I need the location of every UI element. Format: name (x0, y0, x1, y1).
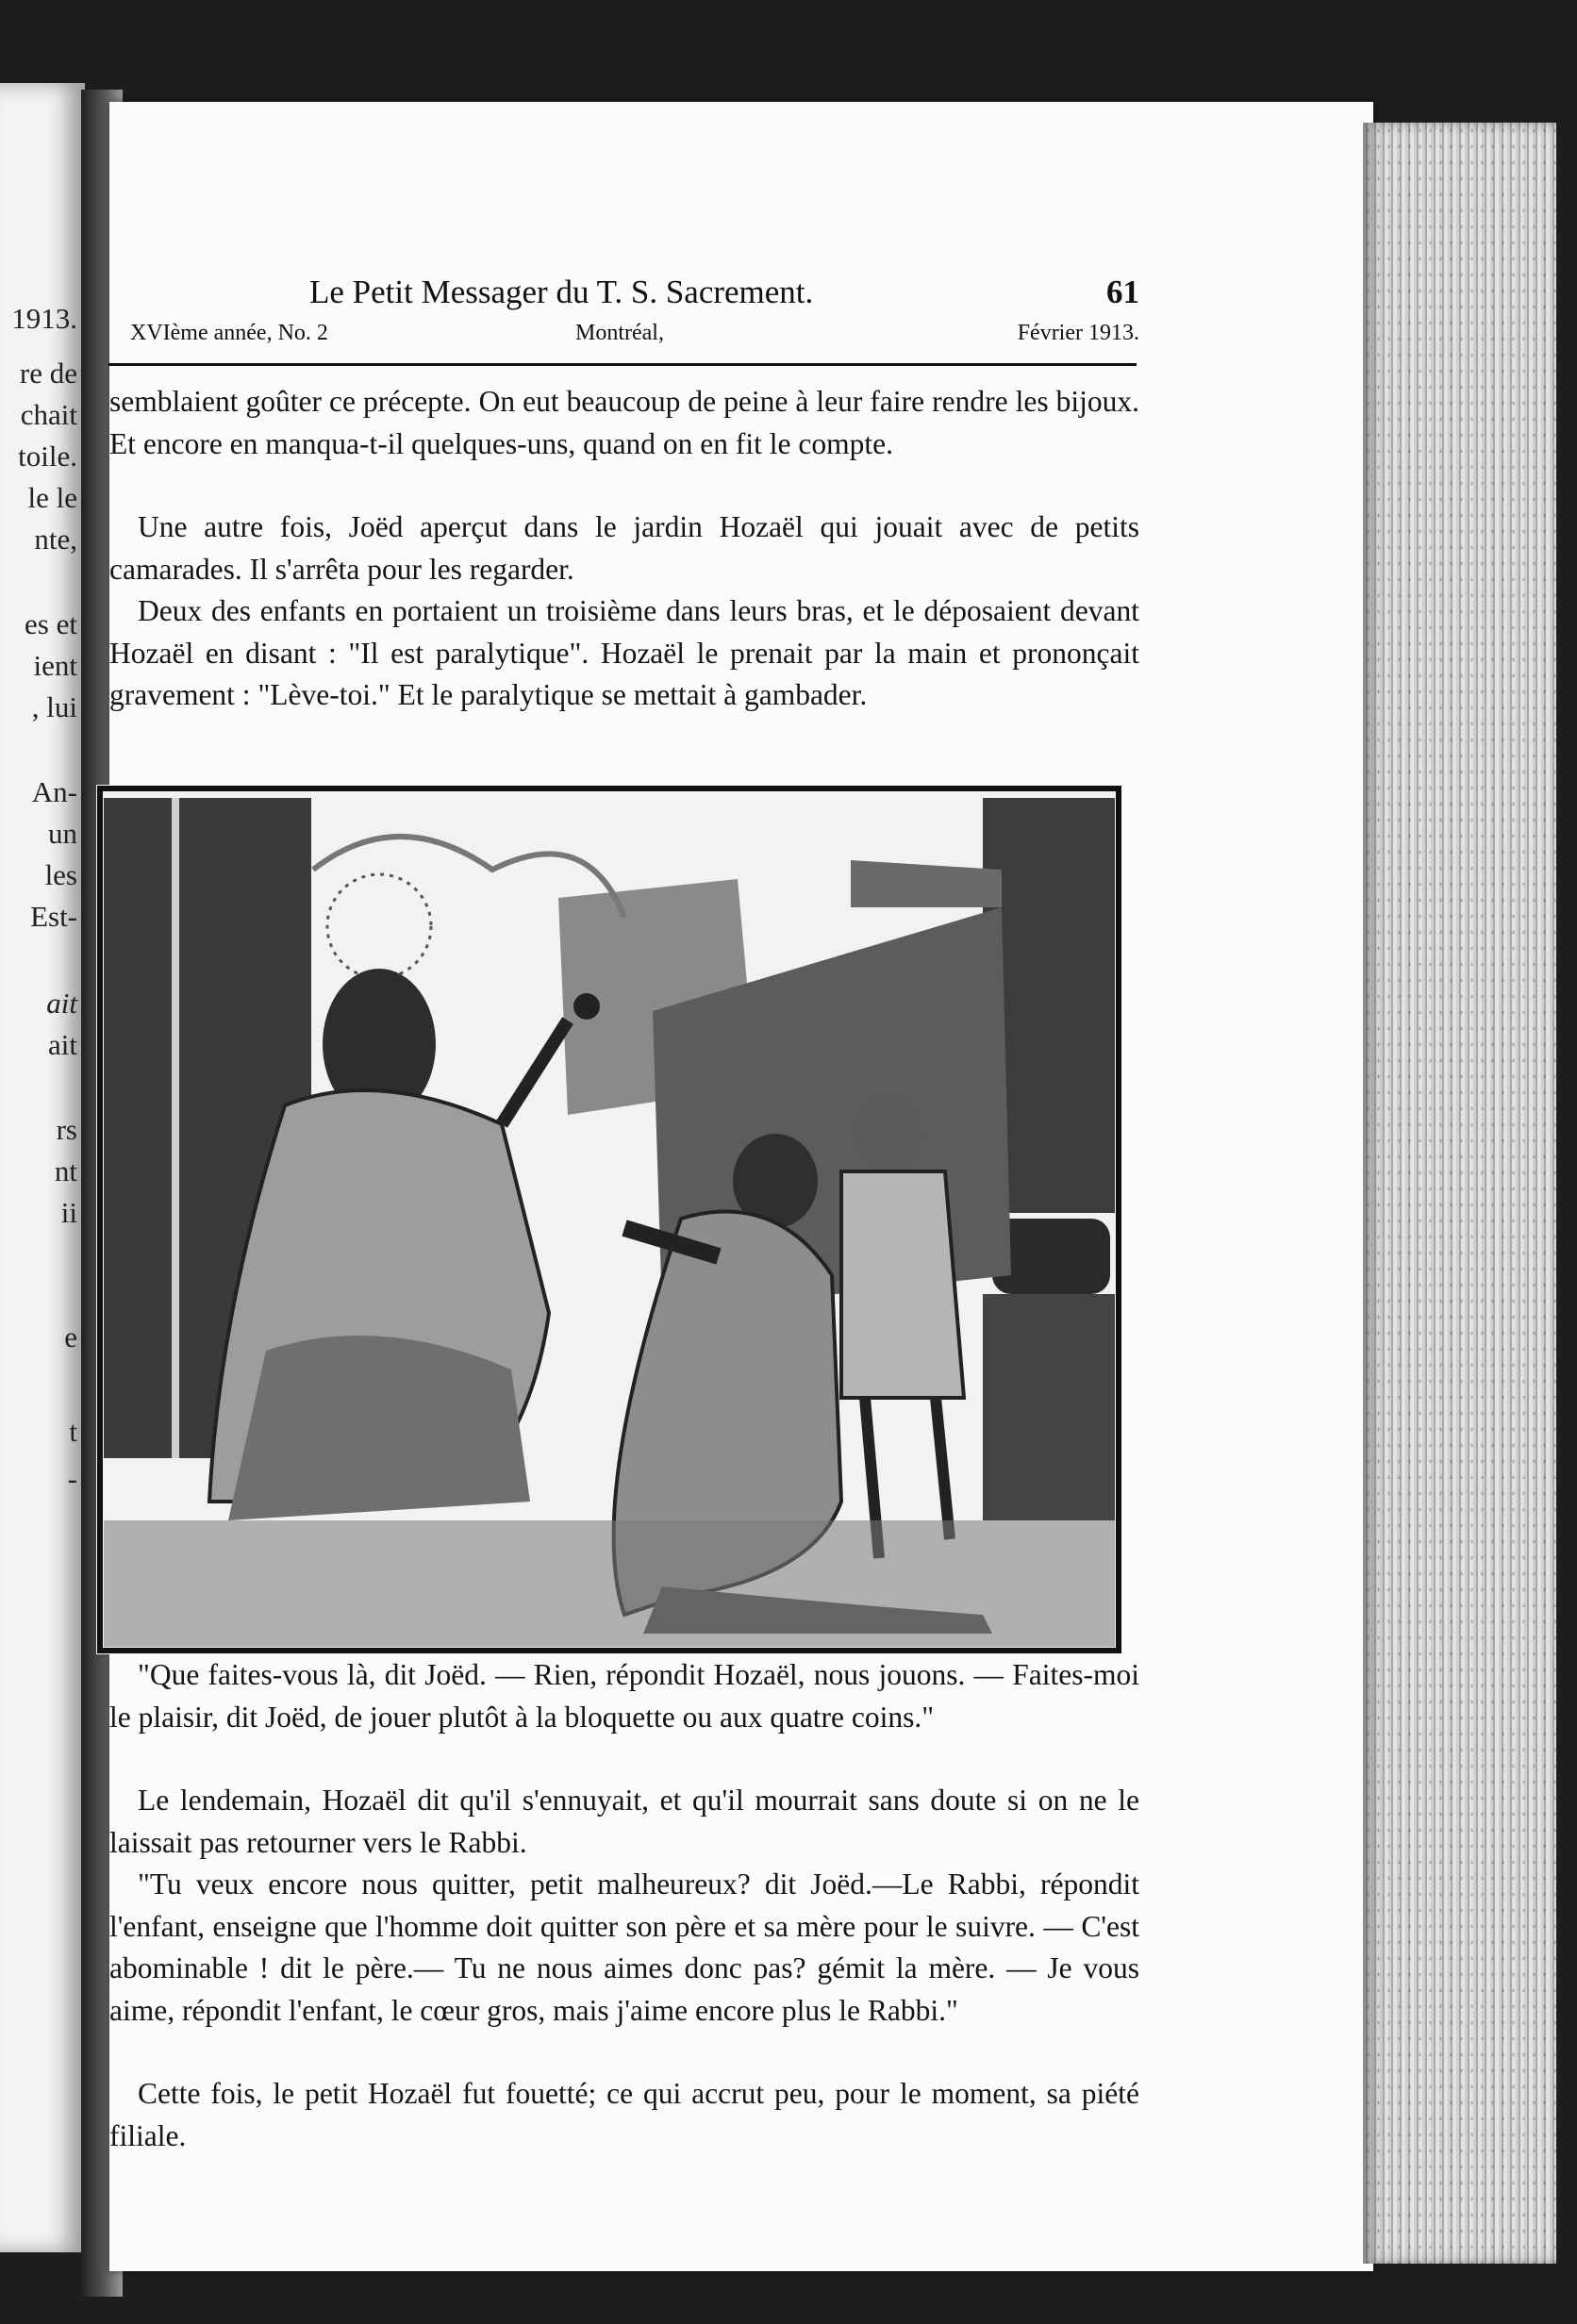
page-number: 61 (1106, 274, 1139, 310)
paragraph: Une autre fois, Joëd aperçut dans le jardin Hozaël qui jouait avec de petits camarades. Il s'arrêta pour les regarder. (109, 510, 1139, 586)
issue-date: Février 1913. (1017, 321, 1139, 345)
engraving-icon (96, 785, 1122, 1654)
paragraph: Deux des enfants en portaient un troisième dans leurs bras, et le déposaient devant Hozaël en disant : "Il est paralytique". Hozaël le prenait par la main et prononçait gravement : "Lève-toi." Et le paralytique se mettait à gambader. (109, 594, 1139, 711)
left-fragment: es et (25, 607, 77, 640)
paragraph: "Tu veux encore nous quitter, petit malheureux? dit Joëd.—Le Rabbi, répondit l'enfant, enseigne que l'homme doit quitter son père et sa mère pour le suivre. — C'est abominable ! dit le père.— Tu ne nous aimes donc pas? gémit la mère. — Je vous aime, répondit l'enfant, le cœur gros, mais j'aime encore plus le Rabbi." (109, 1868, 1139, 2027)
left-fragment: chait (20, 398, 77, 431)
left-fragment: toile. (18, 440, 77, 473)
left-fragment: re de (19, 357, 77, 390)
left-fragment: 1913. (11, 302, 77, 335)
journal-title: Le Petit Messager du T. S. Sacrement. (309, 274, 814, 310)
paragraph: Cette fois, le petit Hozaël fut fouetté; ce qui accrut peu, pour le moment, sa piété filiale. (109, 2077, 1139, 2152)
volume-issue: XVIème année, No. 2 (130, 321, 328, 345)
left-fragment: le le (27, 481, 77, 514)
left-fragment: ait (48, 1028, 77, 1061)
header-rule (108, 363, 1137, 366)
left-fragment: les (44, 858, 77, 891)
left-fragment: nt (54, 1154, 77, 1187)
left-fragment: - (67, 1462, 77, 1495)
paragraph: Le lendemain, Hozaël dit qu'il s'ennuyait, et qu'il mourrait sans doute si on ne le laissait pas retourner vers le Rabbi. (109, 1784, 1139, 1859)
left-fragment: nte, (34, 523, 77, 556)
page-edges (1363, 123, 1556, 2264)
left-fragment: ait (46, 987, 77, 1020)
city: Montréal, (575, 321, 664, 345)
left-fragment: ii (60, 1196, 77, 1229)
left-page-edge (0, 83, 85, 2252)
left-fragment: Est- (30, 900, 77, 933)
left-fragment: , lui (31, 690, 77, 723)
illustration (96, 785, 1122, 1654)
left-fragment: e (64, 1320, 77, 1353)
left-fragment: un (48, 817, 77, 850)
paragraph: semblaient goûter ce précepte. On eut beaucoup de peine à leur faire rendre les bijoux. Et encore en manqua-t-il quelques-uns, quand on en fit le compte. (109, 385, 1139, 460)
paragraph: "Que faites-vous là, dit Joëd. — Rien, répondit Hozaël, nous jouons. — Faites-moi le plaisir, dit Joëd, de jouer plutôt à la bloquette ou aux quatre coins." (109, 1658, 1139, 1734)
left-fragment: ient (33, 649, 77, 682)
left-fragment: rs (56, 1113, 77, 1146)
left-fragment: An- (31, 775, 77, 808)
left-fragment: t (69, 1415, 77, 1448)
